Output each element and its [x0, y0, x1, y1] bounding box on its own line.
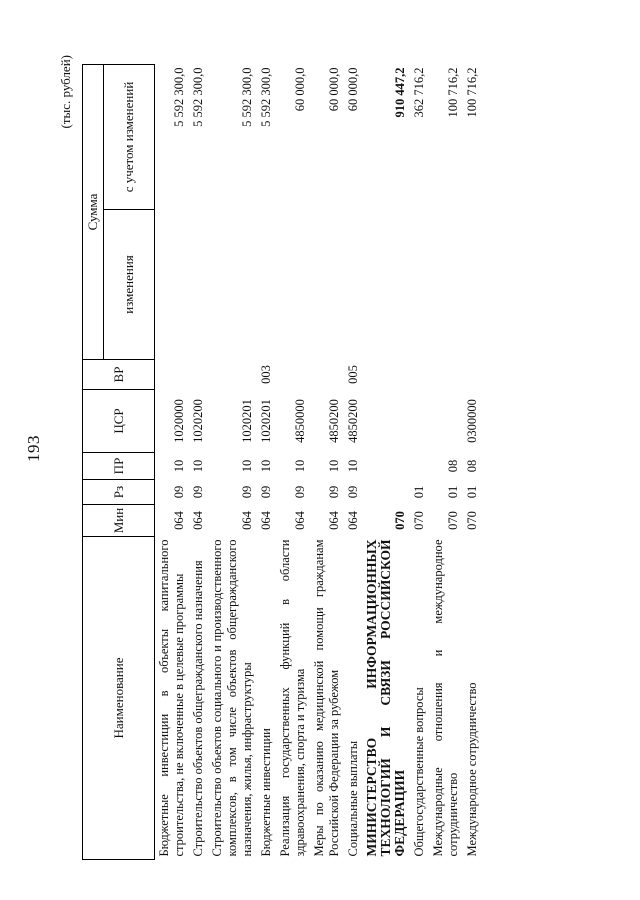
cell-rz: 09: [240, 485, 254, 499]
table-row: [257, 65, 276, 860]
cell-pr: 08: [464, 459, 479, 473]
cell-min: 064: [327, 511, 341, 530]
cell-rz: 09: [191, 485, 205, 499]
cell-pr: 10: [327, 459, 341, 473]
cell-name: Строительство объектов общегражданского назначения: [191, 560, 205, 857]
cell-pr: [363, 453, 410, 480]
cell-changes: [310, 210, 344, 360]
budget-table: [82, 64, 482, 860]
cell-changes: [276, 210, 310, 360]
table-row: [155, 65, 190, 860]
table-row: [208, 65, 257, 860]
cell-pr: 10: [346, 459, 360, 473]
cell-total: 5 592 300,0: [172, 67, 186, 127]
cell-name: Международное сотрудничество: [464, 682, 479, 857]
cell-rz: 09: [327, 485, 341, 499]
cell-rz: 09: [172, 485, 186, 499]
cell-total: 5 592 300,0: [240, 67, 254, 127]
cell-total: 5 592 300,0: [191, 67, 205, 127]
table-row: [310, 65, 344, 860]
cell-total: 910 447,2: [392, 67, 407, 118]
cell-min: 064: [240, 511, 254, 530]
cell-pr: 10: [191, 459, 205, 473]
cell-min: 064: [191, 511, 205, 530]
cell-vr: [363, 360, 410, 390]
cell-min: 064: [259, 511, 273, 530]
table-header: [83, 65, 155, 860]
cell-rz: 09: [346, 485, 360, 499]
table-row: [344, 65, 363, 860]
cell-vr: [189, 360, 208, 390]
cell-changes: [189, 210, 208, 360]
cell-pr: 08: [445, 459, 460, 473]
cell-total: 100 716,2: [445, 67, 460, 118]
cell-vr: 005: [346, 365, 360, 384]
cell-csr: 4850200: [327, 399, 341, 443]
cell-csr: 0300000: [464, 399, 479, 443]
cell-csr: 4850200: [346, 399, 360, 443]
table-row: [363, 65, 410, 860]
cell-total: 100 716,2: [464, 67, 479, 118]
cell-rz: 01: [411, 485, 426, 499]
cell-rz: 09: [259, 485, 273, 499]
cell-rz: [363, 480, 410, 505]
cell-min: 070: [411, 511, 426, 530]
cell-total: 5 592 300,0: [259, 67, 273, 127]
table-row: [463, 65, 482, 860]
header-sum: Сумма: [83, 65, 104, 360]
cell-changes: [463, 210, 482, 360]
cell-csr: 1020201: [240, 399, 254, 443]
cell-csr: [363, 390, 410, 453]
header-csr: ЦСР: [83, 390, 155, 453]
cell-csr: 1020201: [259, 399, 273, 443]
cell-csr: 1020000: [172, 399, 186, 443]
cell-vr: [463, 360, 482, 390]
cell-vr: [208, 360, 257, 390]
header-pr: ПР: [83, 453, 155, 480]
cell-pr: [410, 453, 429, 480]
cell-vr: 003: [259, 365, 273, 384]
cell-min: 064: [346, 511, 360, 530]
header-with-changes: с учетом изменений: [104, 65, 155, 210]
unit-note: (тыс. рублей): [58, 55, 73, 129]
cell-vr: [429, 360, 463, 390]
header-name: Наименование: [83, 537, 155, 860]
cell-changes: [410, 210, 429, 360]
table-row: [276, 65, 310, 860]
cell-rz: 09: [293, 485, 307, 499]
cell-total: 60 000,0: [293, 67, 307, 112]
cell-changes: [208, 210, 257, 360]
cell-name: Меры по оказанию медицинской помощи гражданам Российской Федерации за рубежом: [312, 539, 341, 857]
cell-min: 070: [445, 511, 460, 530]
cell-name: Реализация государственных функций в области здравоохранения, спорта и туризма: [278, 539, 307, 857]
cell-name: Социальные выплаты: [346, 740, 360, 857]
cell-rz: 01: [445, 485, 460, 499]
cell-min: 064: [172, 511, 186, 530]
cell-csr: [410, 390, 429, 453]
cell-name: Бюджетные инвестиции: [259, 728, 273, 857]
header-rz: Рз: [83, 480, 155, 505]
cell-name: Общегосударственные вопросы: [411, 687, 426, 857]
cell-min: 070: [392, 511, 407, 530]
cell-total: 362 716,2: [411, 67, 426, 118]
cell-vr: [310, 360, 344, 390]
header-changes: изменения: [104, 210, 155, 360]
cell-changes: [344, 210, 363, 360]
page-number: 193: [24, 435, 43, 462]
cell-pr: 10: [293, 459, 307, 473]
cell-total: 60 000,0: [327, 67, 341, 112]
cell-changes: [429, 210, 463, 360]
cell-changes: [155, 210, 190, 360]
cell-name: Строительство объектов социального и производственного комплексов, в том числе объектов общегражданского назначения, жилья, инфраструктуры: [210, 539, 254, 857]
header-vr: ВР: [83, 360, 155, 390]
cell-pr: 10: [172, 459, 186, 473]
cell-min: 070: [464, 511, 479, 530]
table-body: [155, 65, 482, 860]
cell-csr: 4850000: [293, 399, 307, 443]
cell-vr: [276, 360, 310, 390]
cell-pr: 10: [259, 459, 273, 473]
table-row: [410, 65, 429, 860]
cell-pr: 10: [240, 459, 254, 473]
cell-changes: [363, 210, 410, 360]
cell-vr: [410, 360, 429, 390]
cell-csr: [429, 390, 463, 453]
cell-vr: [155, 360, 190, 390]
cell-rz: 01: [464, 485, 479, 499]
cell-name: Международные отношения и международное сотрудничество: [430, 539, 460, 857]
cell-min: 064: [293, 511, 307, 530]
table-row: [189, 65, 208, 860]
cell-name: МИНИСТЕРСТВО ИНФОРМАЦИОННЫХ ТЕХНОЛОГИЙ И СВЯЗИ РОССИЙСКОЙ ФЕДЕРАЦИИ: [364, 539, 408, 857]
table-row: [429, 65, 463, 860]
cell-total: 60 000,0: [346, 67, 360, 112]
header-min: Мин: [83, 505, 155, 537]
cell-csr: 1020200: [191, 399, 205, 443]
cell-name: Бюджетные инвестиции в объекты капитального строительства, не включенные в целевые программы: [157, 539, 186, 857]
cell-changes: [257, 210, 276, 360]
